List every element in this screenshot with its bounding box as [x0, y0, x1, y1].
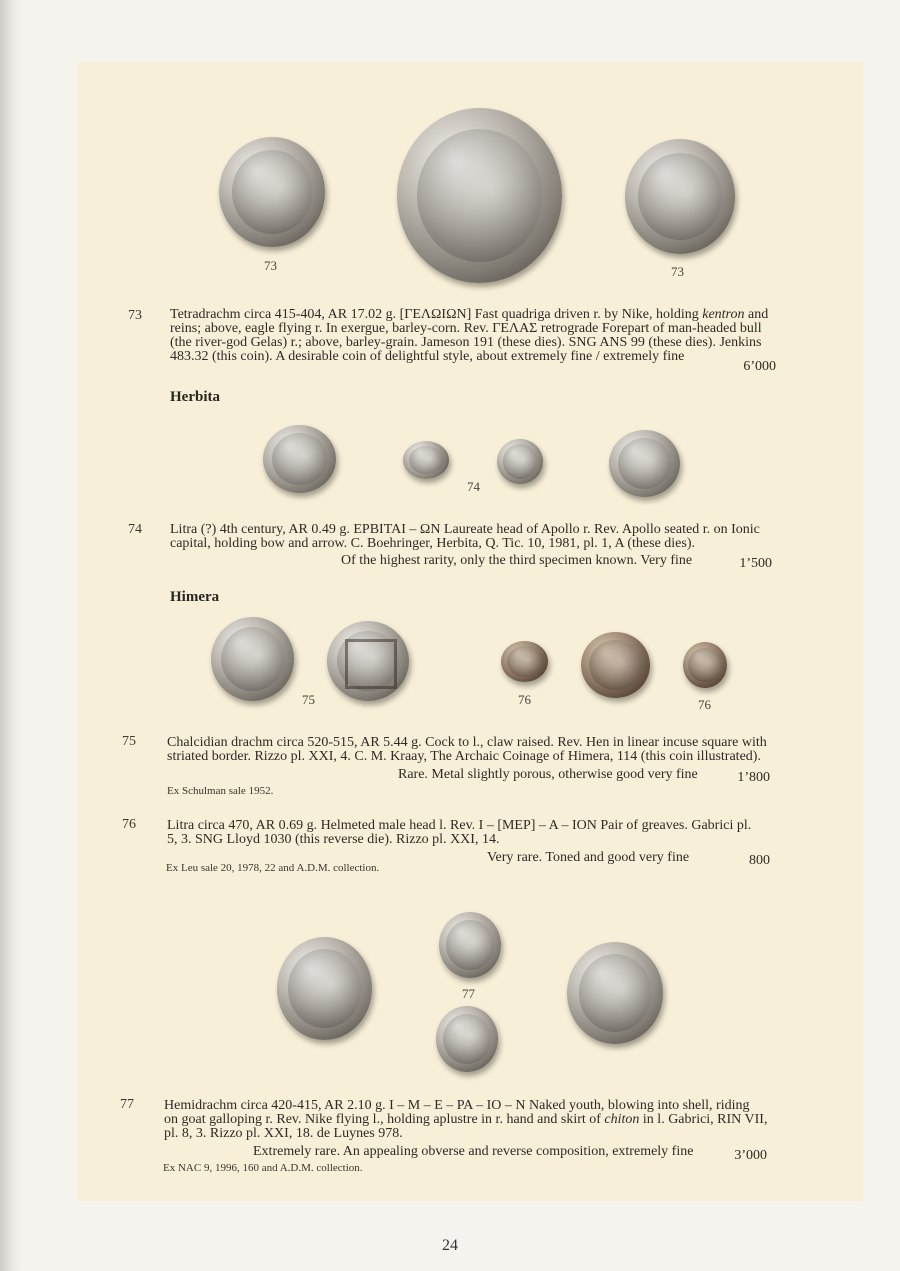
- coin-77-enlarged-reverse: [567, 942, 663, 1044]
- lot-number-77: 77: [120, 1097, 134, 1112]
- image-label-73a: 73: [264, 258, 277, 273]
- image-label-73b: 73: [671, 264, 684, 279]
- lot-price-75: 1’800: [737, 770, 770, 785]
- lot-grade-76: Very rare. Toned and good very fine: [487, 850, 690, 865]
- coin-74-enlarged-reverse: [609, 430, 680, 497]
- section-heading-himera: Himera: [170, 589, 220, 605]
- lot-description-76: [167, 819, 787, 847]
- lot-74-line-2: capital, holding bow and arrow. C. Boehringer, Herbita, Q. Tic. 10, 1981, pl. 1, A (these dies).: [170, 536, 696, 551]
- italic-term: chiton: [604, 1112, 640, 1127]
- lot-price-74: 1’500: [739, 556, 772, 571]
- coin-77-enlarged-obverse: [277, 937, 372, 1040]
- lot-provenance-77: Ex NAC 9, 1996, 160 and A.D.M. collection.: [163, 1162, 363, 1174]
- coin-77-obverse: [439, 912, 501, 978]
- italic-term: kentron: [702, 307, 745, 322]
- lot-73-line-3: (the river-god Gelas) r.; above, barley-grain. Jameson 191 (these dies). SNG ANS 99 (these dies). Jenkins: [170, 335, 762, 350]
- lot-grade-74: Of the highest rarity, only the third specimen known. Very fine: [341, 553, 693, 568]
- lot-73-line-1: Tetradrachm circa 415-404, AR 17.02 g. [ΓΕΛΩΙΩΝ] Fast quadriga driven r. by Nike, holding kentron and: [170, 307, 769, 322]
- coin-74-enlarged-obverse: [263, 425, 336, 493]
- lot-description-74: [170, 523, 790, 551]
- lot-75-line-1: Chalcidian drachm circa 520-515, AR 5.44 g. Cock to l., claw raised. Rev. Hen in linear incuse square with: [167, 735, 767, 750]
- image-label-77: 77: [462, 986, 475, 1001]
- lot-76-line-2: 5, 3. SNG Lloyd 1030 (this reverse die). Rizzo pl. XXI, 14.: [167, 832, 500, 847]
- lot-grade-77: Extremely rare. An appealing obverse and reverse composition, extremely fine: [253, 1144, 694, 1159]
- coin-73-reverse: [625, 139, 735, 254]
- image-label-74: 74: [467, 479, 480, 494]
- lot-price-76: 800: [749, 853, 770, 868]
- lot-price-77: 3’000: [734, 1148, 767, 1163]
- section-heading-herbita: Herbita: [170, 389, 220, 405]
- image-label-76b: 76: [698, 697, 711, 712]
- lot-77-line-1: Hemidrachm circa 420-415, AR 2.10 g. I – M – E – PA – IO – N Naked youth, blowing into shell, riding: [164, 1098, 750, 1113]
- lot-number-73: 73: [128, 308, 142, 323]
- lot-description-75: [167, 736, 787, 764]
- lot-grade-75: Rare. Metal slightly porous, otherwise good very fine: [398, 767, 698, 782]
- lot-number-74: 74: [128, 522, 142, 537]
- lot-76-line-1: Litra circa 470, AR 0.69 g. Helmeted male head l. Rev. I – [MEP] – A – ION Pair of greaves. Gabrici pl.: [167, 818, 752, 833]
- coin-75-obverse: [211, 617, 294, 701]
- coin-76-obverse: [501, 641, 548, 682]
- lot-provenance-75: Ex Schulman sale 1952.: [167, 785, 274, 797]
- coin-74-obverse: [403, 441, 449, 479]
- lot-description-77: [164, 1099, 789, 1141]
- page-number: 24: [442, 1237, 458, 1254]
- coin-73-reverse-enlarged: [397, 108, 562, 283]
- lot-77-line-2: on goat galloping r. Rev. Nike flying l., holding aplustre in r. hand and skirt of chiton in l. Gabrici, RIN VII,: [164, 1112, 768, 1127]
- lot-price-73: 6’000: [743, 359, 776, 374]
- lot-73-line-2: reins; above, eagle flying r. In exergue, barley-corn. Rev. ΓΕΛΑΣ retrograde Forepart of man-headed bull: [170, 321, 762, 336]
- lot-number-76: 76: [122, 817, 136, 832]
- lot-number-75: 75: [122, 734, 136, 749]
- coin-73-obverse: [219, 137, 325, 247]
- image-label-75: 75: [302, 692, 315, 707]
- image-label-76a: 76: [518, 692, 531, 707]
- coin-75-reverse: [327, 621, 409, 701]
- coin-74-reverse: [497, 439, 543, 484]
- lot-74-line-1: Litra (?) 4th century, AR 0.49 g. ΕΡΒΙΤΑΙ – ΩΝ Laureate head of Apollo r. Rev. Apollo seated r. on Ionic: [170, 522, 760, 537]
- coin-76-reverse: [683, 642, 727, 688]
- coin-77-reverse: [436, 1006, 498, 1072]
- lot-provenance-76: Ex Leu sale 20, 1978, 22 and A.D.M. collection.: [166, 862, 380, 874]
- lot-77-line-3: pl. 8, 3. Rizzo pl. XXI, 18. de Luynes 978.: [164, 1126, 403, 1141]
- coin-76-enlarged-obverse: [581, 632, 650, 698]
- lot-75-line-2: striated border. Rizzo pl. XXI, 4. C. M. Kraay, The Archaic Coinage of Himera, 114 (this coin illustrated).: [167, 749, 761, 764]
- lot-description-73: [170, 308, 790, 364]
- lot-73-line-4: 483.32 (this coin). A desirable coin of delightful style, about extremely fine / extremely fine: [170, 349, 685, 364]
- page-edge-shadow: [0, 0, 22, 1271]
